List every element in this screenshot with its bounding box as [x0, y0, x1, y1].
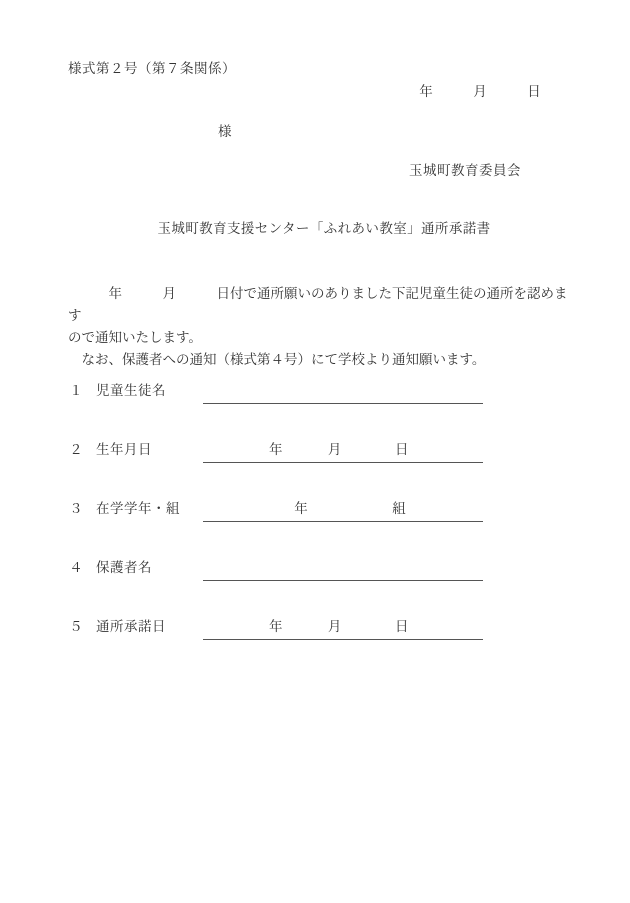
form-item-number: １ — [69, 383, 83, 398]
form-item-number: ４ — [69, 560, 83, 575]
form-item-label: 生年月日 — [96, 442, 152, 457]
field-unit-marks — [203, 443, 483, 460]
field-unit-mark: 月 — [327, 619, 342, 634]
body-line: ので通知いたします。 — [68, 329, 202, 345]
field-unit-mark: 日 — [395, 442, 409, 457]
field-unit-marks — [203, 384, 483, 401]
field-unit-mark: 月 — [327, 442, 342, 457]
form-number: 様式第２号（第７条関係） — [68, 61, 236, 76]
form-item-row — [68, 620, 568, 679]
form-item-label: 保護者名 — [96, 560, 152, 575]
form-item-blank-field[interactable] — [203, 384, 483, 404]
form-items-list — [68, 384, 568, 679]
form-item-blank-field[interactable] — [203, 620, 483, 640]
field-unit-mark: 日 — [395, 619, 409, 634]
field-unit-marks — [203, 502, 483, 519]
form-item-number: ５ — [69, 619, 83, 634]
form-item-blank-field[interactable] — [203, 561, 483, 581]
form-item-label: 児童生徒名 — [96, 383, 166, 398]
form-item-row — [68, 561, 568, 620]
body-line: 年 月 日付で通所願いのありました下記児童生徒の通所を認めます — [68, 286, 568, 323]
form-item-number: ２ — [69, 442, 83, 457]
field-unit-mark: 年 — [269, 619, 283, 634]
field-unit-mark: 組 — [392, 501, 406, 516]
issuing-authority: 玉城町教育委員会 — [409, 163, 521, 178]
form-item-row — [68, 502, 568, 561]
field-unit-mark: 年 — [269, 442, 283, 457]
form-item-row — [68, 384, 568, 443]
form-item-label: 通所承諾日 — [96, 619, 166, 634]
form-item-label: 在学学年・組 — [96, 501, 180, 516]
field-unit-marks — [203, 620, 483, 637]
field-unit-mark: 年 — [294, 501, 308, 516]
form-item-number: ３ — [69, 501, 83, 516]
form-item-blank-field[interactable] — [203, 443, 483, 463]
issue-date-line: 年 月 日 — [419, 84, 541, 99]
field-unit-marks — [203, 561, 483, 578]
body-line: なお、保護者への通知（様式第４号）にて学校より通知願います。 — [68, 351, 486, 367]
document-title: 玉城町教育支援センター「ふれあい教室」通所承諾書 — [157, 221, 491, 236]
addressee-honorific: 様 — [218, 124, 232, 139]
form-item-row — [68, 443, 568, 502]
body-text — [68, 283, 568, 370]
form-item-blank-field[interactable] — [203, 502, 483, 522]
